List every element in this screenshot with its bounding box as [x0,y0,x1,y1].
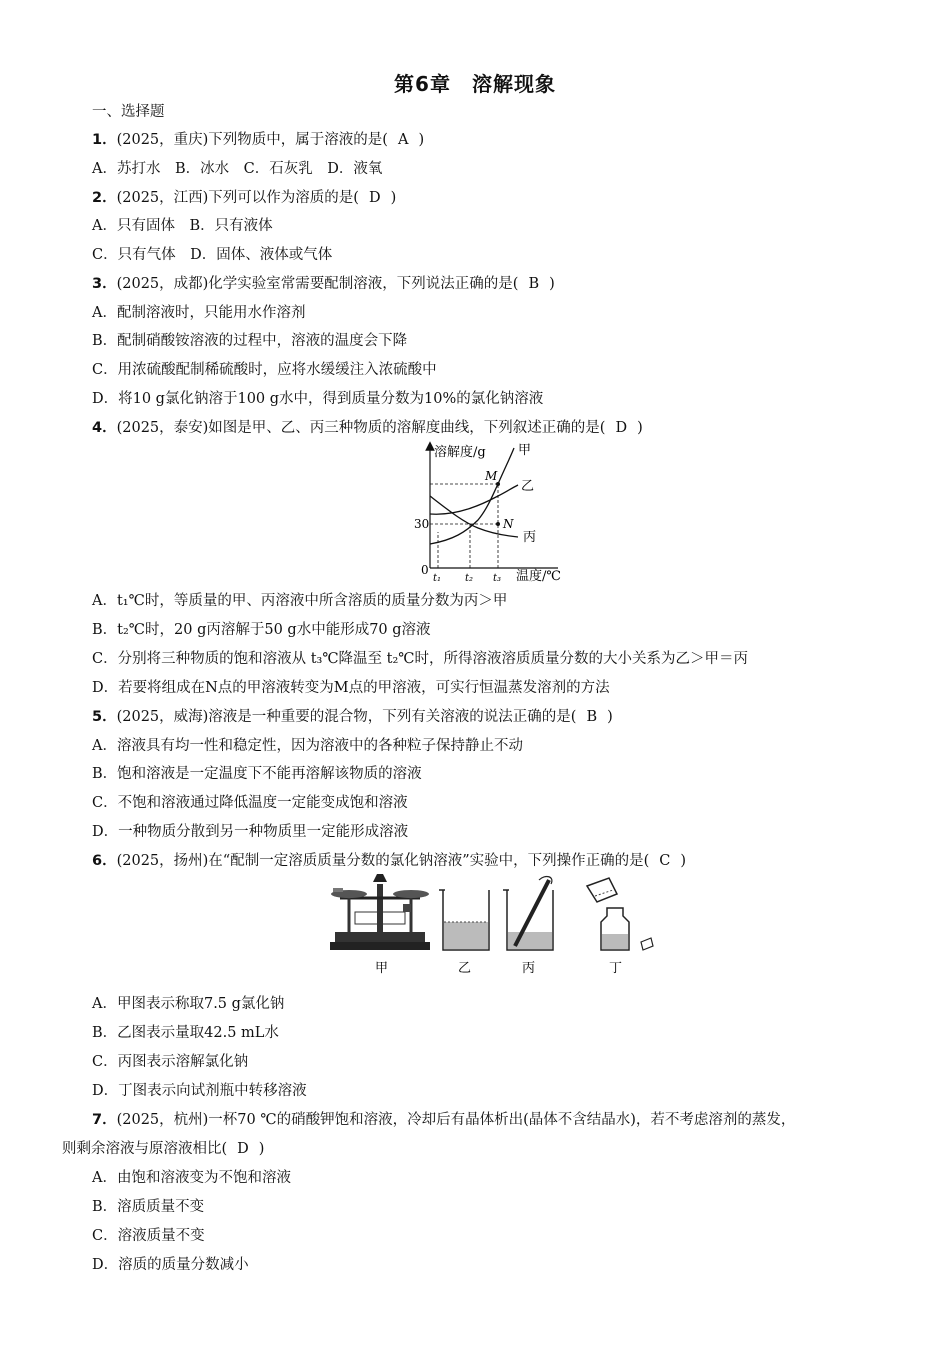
curve-bing-label: 丙 [523,530,537,545]
question-number: 6． [92,853,117,869]
label-yi: 乙 [458,961,472,976]
answer-mark: C [659,853,671,869]
question-7-cont [62,1139,264,1159]
option-line: C．溶液质量不变 [92,1228,205,1244]
curve-jia-label: 甲 [518,443,532,458]
option-line: C．丙图表示溶解氯化钠 [92,1054,249,1070]
stem-close: ) [637,420,643,436]
stem-close: ) [390,190,397,206]
question-stem: (2025，成都)化学实验室常需要配制溶液，下列说法正确的是( [116,276,519,292]
option-line: A．溶液具有均一性和稳定性，因为溶液中的各种粒子保持静止不动 [92,738,523,754]
question-number: 3． [92,276,117,292]
option-line: A．配制溶液时，只能用水作溶剂 [92,305,306,321]
stem-close: ) [258,1141,265,1157]
option-line: B．乙图表示量取42.5 mL水 [92,1025,279,1041]
answer-mark: A [397,132,409,148]
option-line: A．只有固体 B．只有液体 [92,218,273,234]
option-line: A．苏打水 B．冰水 C．石灰乳 D．液氧 [92,161,383,177]
answer-mark: D [237,1141,249,1157]
apparatus-illustration [325,872,665,980]
question-stem: 则剩余溶液与原溶液相比( [62,1141,228,1157]
question-number: 4． [92,420,117,436]
answer-mark: B [586,709,598,725]
question-stem: (2025，重庆)下列物质中，属于溶液的是( [116,132,388,148]
option-line: B．溶质质量不变 [92,1199,205,1215]
curve-jia [430,448,514,544]
point-N-label: N [503,517,514,531]
question-6 [92,851,686,871]
beaker-icon [439,890,489,950]
option-line: D．若要将组成在N点的甲溶液转变为M点的甲溶液，可实行恒温蒸发溶剂的方法 [92,680,610,696]
question-stem: (2025，泰安)如图是甲、乙、丙三种物质的溶解度曲线，下列叙述正确的是( [116,420,606,436]
answer-mark: D [615,420,628,436]
label-jia: 甲 [375,961,389,976]
option-line: B．t₂℃时，20 g丙溶解于50 g水中能形成70 g溶液 [92,622,431,638]
stem-close: ) [607,709,613,725]
curve-yi [430,485,518,514]
option-line: D．丁图表示向试剂瓶中转移溶液 [92,1083,307,1099]
question-number: 7． [92,1112,117,1128]
question-stem: (2025，杭州)一杯70 ℃的硝酸钾饱和溶液，冷却后有晶体析出(晶体不含结晶水)，若不考虑溶剂的蒸发， [116,1112,796,1128]
question-stem: (2025，扬州)在“配制一定溶质质量分数的氯化钠溶液”实验中，下列操作正确的是( [116,853,650,869]
question-stem: (2025，威海)溶液是一种重要的混合物，下列有关溶液的说法正确的是( [116,709,577,725]
option-line: A．t₁℃时，等质量的甲、丙溶液中所含溶质的质量分数为丙＞甲 [92,593,508,609]
question-number: 2． [92,190,117,206]
option-line: C．用浓硫酸配制稀硫酸时，应将水缓缓注入浓硫酸中 [92,362,437,378]
curve-yi-label: 乙 [521,479,535,494]
question-stem: (2025，江西)下列可以作为溶质的是( [116,190,359,206]
label-ding: 丁 [609,961,623,976]
option-line: C．不饱和溶液通过降低温度一定能变成饱和溶液 [92,795,408,811]
label-bing: 丙 [522,961,536,976]
tick-t3: t₃ [493,573,502,584]
stem-close: ) [680,853,687,869]
y-axis-label: 溶解度/g [434,445,486,460]
option-line: B．饱和溶液是一定温度下不能再溶解该物质的溶液 [92,766,422,782]
question-number: 1． [92,132,117,148]
question-7 [92,1110,795,1130]
x-axis-label: 温度/℃ [516,569,561,584]
tick-t2: t₂ [465,573,474,584]
point-N [496,522,500,526]
question-3 [92,274,555,294]
question-2 [92,188,396,208]
option-line: A．由饱和溶液变为不饱和溶液 [92,1170,291,1186]
option-line: C．只有气体 D．固体、液体或气体 [92,247,333,263]
question-number: 5． [92,709,117,725]
answer-mark: D [368,190,381,206]
option-line: D．溶质的质量分数减小 [92,1257,249,1273]
solubility-curve-graph [408,440,583,585]
option-line: A．甲图表示称取7.5 g氯化钠 [92,996,285,1012]
stem-close: ) [418,132,425,148]
tick-t1: t₁ [433,573,442,584]
answer-mark: B [528,276,540,292]
stem-close: ) [549,276,555,292]
point-M-label: M [485,469,498,483]
chapter-title: 第6章 溶解现象 [394,72,556,96]
question-1 [92,130,424,150]
section-heading: 一、选择题 [92,104,165,120]
reagent-bottle-icon [587,878,653,950]
origin-label: 0 [421,563,429,577]
option-line: D．一种物质分散到另一种物质里一定能形成溶液 [92,824,409,840]
option-line: B．配制硝酸铵溶液的过程中，溶液的温度会下降 [92,333,408,349]
option-line: D．将10 g氯化钠溶于100 g水中，得到质量分数为10%的氯化钠溶液 [92,391,544,407]
question-5 [92,707,613,727]
y-tick-30: 30 [414,517,430,531]
question-4 [92,418,643,438]
balance-scale-icon [330,874,430,950]
stirring-beaker-icon [503,877,553,950]
option-line: C．分别将三种物质的饱和溶液从 t₃℃降温至 t₂℃时，所得溶液溶质质量分数的大小关系为乙＞甲＝丙 [92,651,749,667]
